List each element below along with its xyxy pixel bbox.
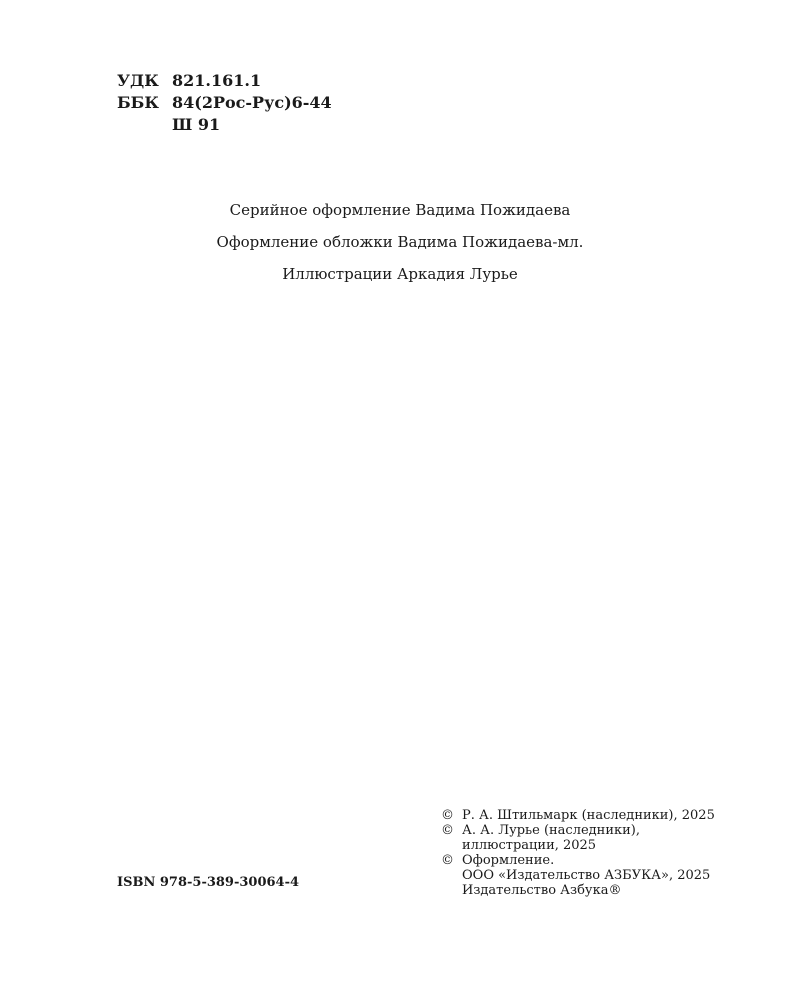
- bbk-row: [117, 92, 332, 114]
- illustrations-credit: Иллюстрации Аркадия Лурье: [282, 265, 518, 283]
- isbn: ISBN 978-5-389-30064-4: [117, 875, 300, 890]
- udk-label: УДК: [117, 71, 159, 90]
- design-credits: [0, 200, 800, 296]
- copyright-line: иллюстрации, 2025: [462, 838, 597, 853]
- series-design-credit: Серийное оформление Вадима Пожидаева: [229, 201, 571, 219]
- copyright-notices: [441, 808, 715, 898]
- copyright-item: [441, 823, 715, 853]
- copyright-symbol: ©: [441, 823, 454, 838]
- copyright-line: А. А. Лурье (наследники),: [462, 823, 640, 838]
- bbk-label: ББК: [117, 93, 159, 112]
- copyright-symbol: ©: [441, 808, 454, 823]
- author-mark-label: [117, 114, 172, 136]
- copyright-item: [441, 853, 715, 898]
- copyright-line: Издательство Азбука®: [462, 883, 622, 898]
- bbk-value: 84(2Рос-Рус)6-44: [172, 93, 332, 112]
- cover-design-credit: Оформление обложки Вадима Пожидаева-мл.: [216, 233, 584, 251]
- udk-value: 821.161.1: [172, 71, 262, 90]
- copyright-line: Р. А. Штильмарк (наследники), 2025: [462, 808, 715, 823]
- copyright-symbol: ©: [441, 853, 454, 868]
- copyright-item: [441, 808, 715, 823]
- copyright-line: Оформление.: [462, 853, 555, 868]
- author-mark-row: [117, 114, 332, 136]
- copyright-line: ООО «Издательство АЗБУКА», 2025: [462, 868, 711, 883]
- bibliographic-codes: [117, 70, 332, 136]
- author-mark-value: Ш 91: [172, 115, 221, 134]
- udk-row: [117, 70, 332, 92]
